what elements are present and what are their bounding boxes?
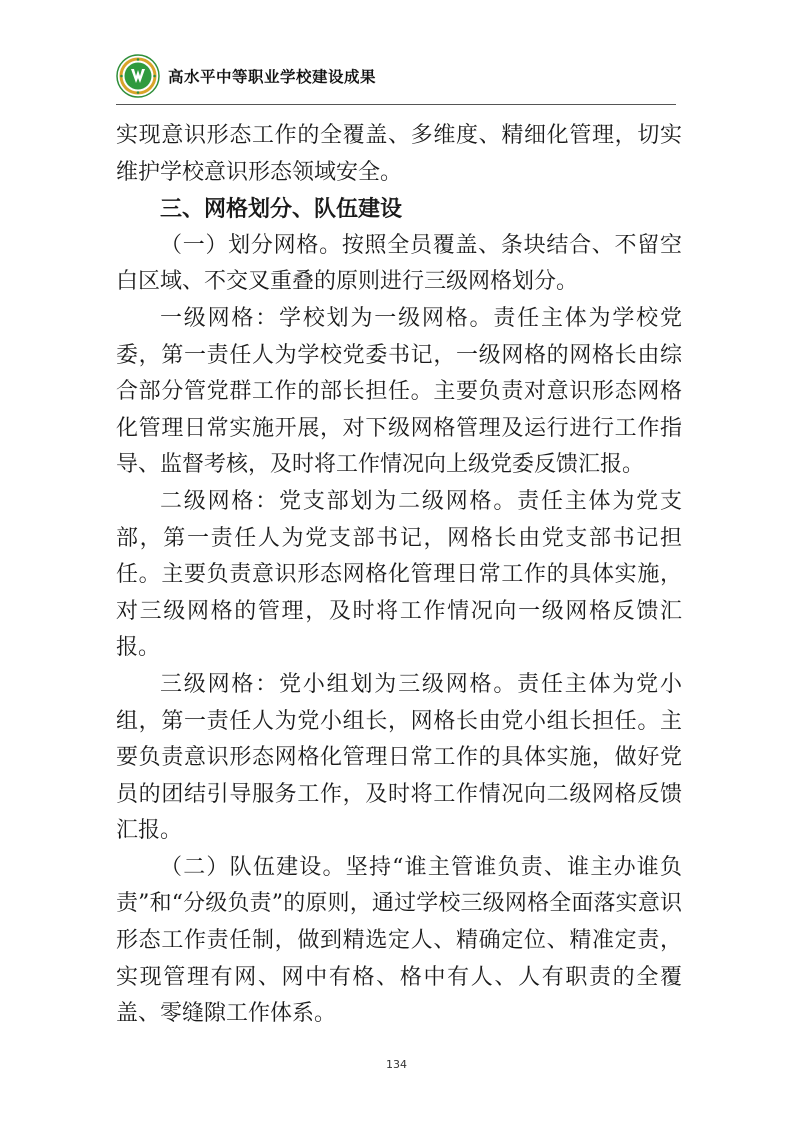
section-heading: 三、网格划分、队伍建设	[160, 196, 403, 223]
page-number: 134	[386, 1058, 407, 1071]
header-divider	[116, 104, 676, 105]
paragraph-grid-division: （一）划分网格。按照全员覆盖、条块结合、不留空白区域、不交叉重叠的原则进行三级网格划分。	[116, 232, 682, 295]
document-body	[116, 118, 682, 1033]
paragraph-team-building: （二）队伍建设。坚持“谁主管谁负责、谁主办谁负责”和“分级负责”的原则，通过学校三级网格全面落实意识形态工作责任制，做到精选定人、精确定位、精准定责，实现管理有网、网中有格、格中有人、人有职责的全覆盖、零缝隙工作体系。	[116, 854, 682, 1027]
school-logo-icon	[116, 54, 160, 98]
paragraph-continued: 实现意识形态工作的全覆盖、多维度、精细化管理，切实维护学校意识形态领域安全。	[116, 123, 682, 185]
paragraph-level-two-grid: 二级网格：党支部划为二级网格。责任主体为党支部，第一责任人为党支部书记，网格长由党支部书记担任。主要负责意识形态网格化管理日常工作的具体实施，对三级网格的管理，及时将工作情况向一级网格反馈汇报。	[116, 488, 682, 661]
header-title: 高水平中等职业学校建设成果	[168, 68, 377, 86]
page-header	[116, 50, 676, 102]
paragraph-level-one-grid: 一级网格：学校划为一级网格。责任主体为学校党委，第一责任人为学校党委书记，一级网格的网格长由综合部分管党群工作的部长担任。主要负责对意识形态网格化管理日常实施开展，对下级网格管理及运行进行工作指导、监督考核，及时将工作情况向上级党委反馈汇报。	[116, 305, 682, 478]
paragraph-level-three-grid: 三级网格：党小组划为三级网格。责任主体为党小组，第一责任人为党小组长，网格长由党小组长担任。主要负责意识形态网格化管理日常工作的具体实施，做好党员的团结引导服务工作，及时将工作情况向二级网格反馈汇报。	[116, 671, 682, 844]
